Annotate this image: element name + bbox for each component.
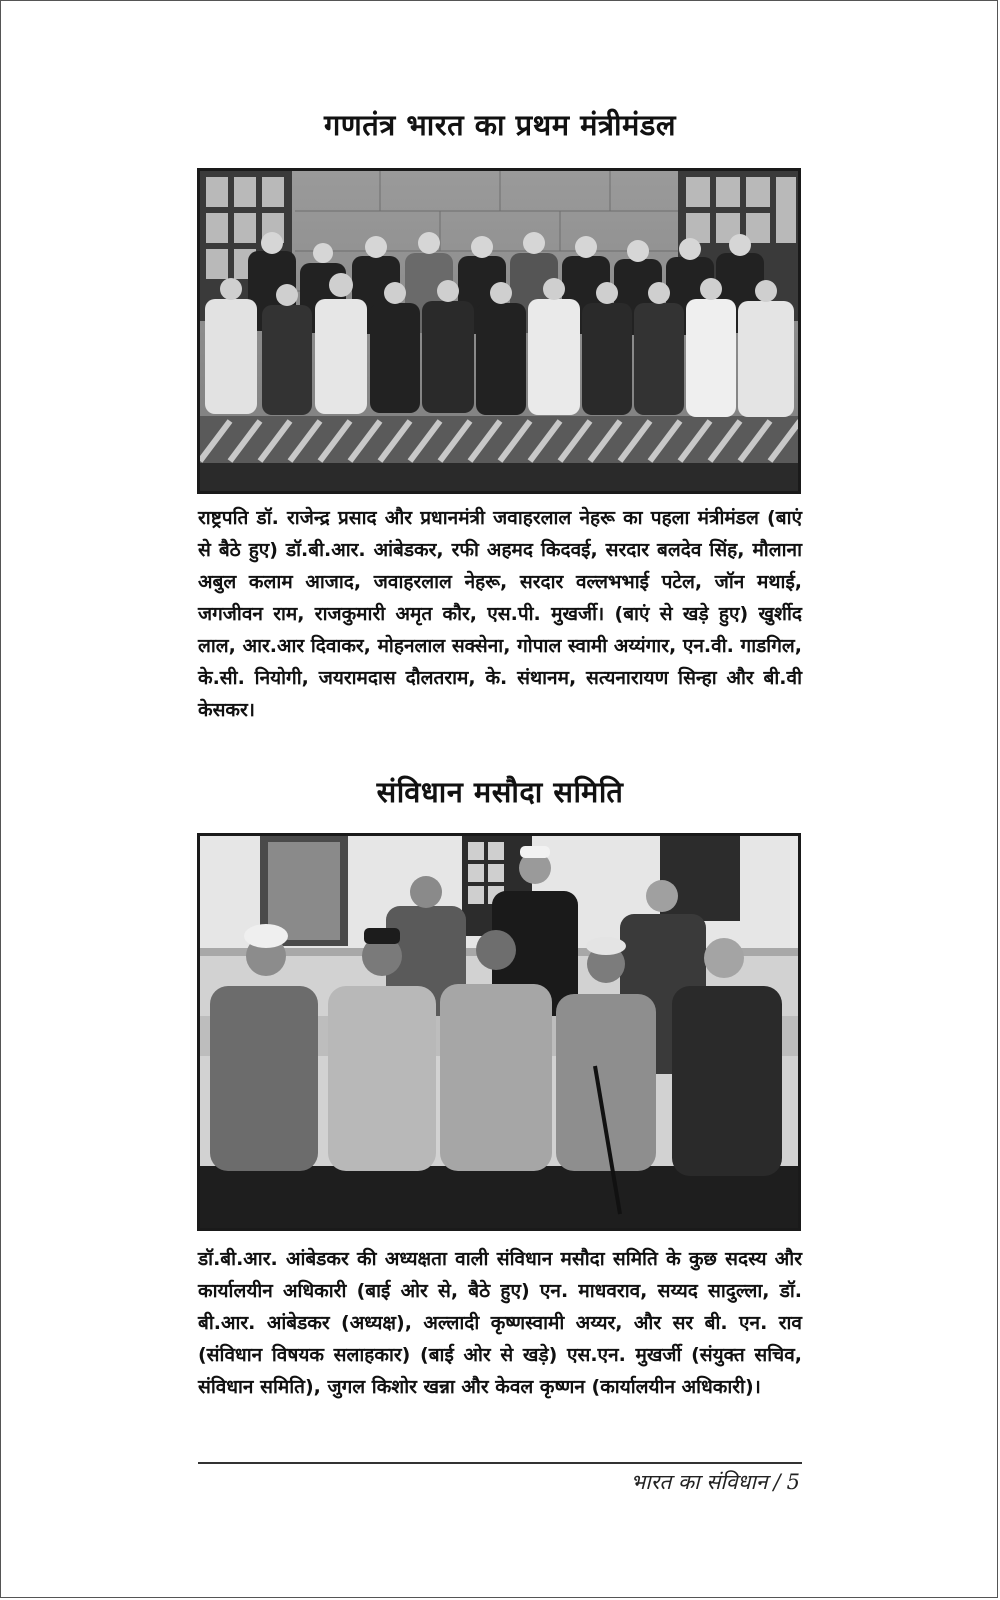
footer-separator: / xyxy=(773,1470,781,1494)
footer-book-title: भारत का संविधान xyxy=(630,1470,768,1494)
drafting-committee-caption: डॉ.बी.आर. आंबेडकर की अध्यक्षता वाली संविधान मसौदा समिति के कुछ सदस्य और कार्यालयीन अधिकारी (बाई ओर से, बैठे हुए) एन. माधवराव, सय्यद सादुल्ला, डॉ. बी.आर. आंबेडकर (अध्यक्ष), अल्लादी कृष्णस्वामी अय्यर, और सर बी. एन. राव (संविधान विषयक सलाहकार) (बाई ओर से खड़े) एस.एन. मुखर्जी (संयुक्त सचिव, संविधान समिति), जुगल किशोर खन्ना और केवल कृष्णन (कार्यालयीन अधिकारी)। xyxy=(198,1248,802,1398)
section-title-first-cabinet: गणतंत्र भारत का प्रथम मंत्रीमंडल xyxy=(323,108,677,142)
page-number: 5 xyxy=(786,1470,800,1494)
cabinet-group-photo xyxy=(197,168,801,494)
page-footer xyxy=(198,1468,800,1496)
footer-divider xyxy=(198,1462,802,1464)
section-title-drafting-committee: संविधान मसौदा समिति xyxy=(376,775,624,809)
cabinet-photo-caption: राष्ट्रपति डॉ. राजेन्द्र प्रसाद और प्रधानमंत्री जवाहरलाल नेहरू का पहला मंत्रीमंडल (बाएं से बैठे हुए) डॉ.बी.आर. आंबेडकर, रफी अहमद किदवई, सरदार बलदेव सिंह, मौलाना अबुल कलाम आजाद, जवाहरलाल नेहरू, सरदार वल्लभभाई पटेल, जॉन मथाई, जगजीवन राम, राजकुमारी अमृत कौर, एस.पी. मुखर्जी। (बाएं से खड़े हुए) खुर्शीद लाल, आर.आर दिवाकर, मोहनलाल सक्सेना, गोपाल स्वामी अय्यंगार, एन.वी. गाडगिल, के.सी. नियोगी, जयरामदास दौलतराम, के. संथानम, सत्यनारायण सिन्हा और बी.वी केसकर। xyxy=(198,507,802,721)
drafting-committee-photo xyxy=(197,833,801,1231)
